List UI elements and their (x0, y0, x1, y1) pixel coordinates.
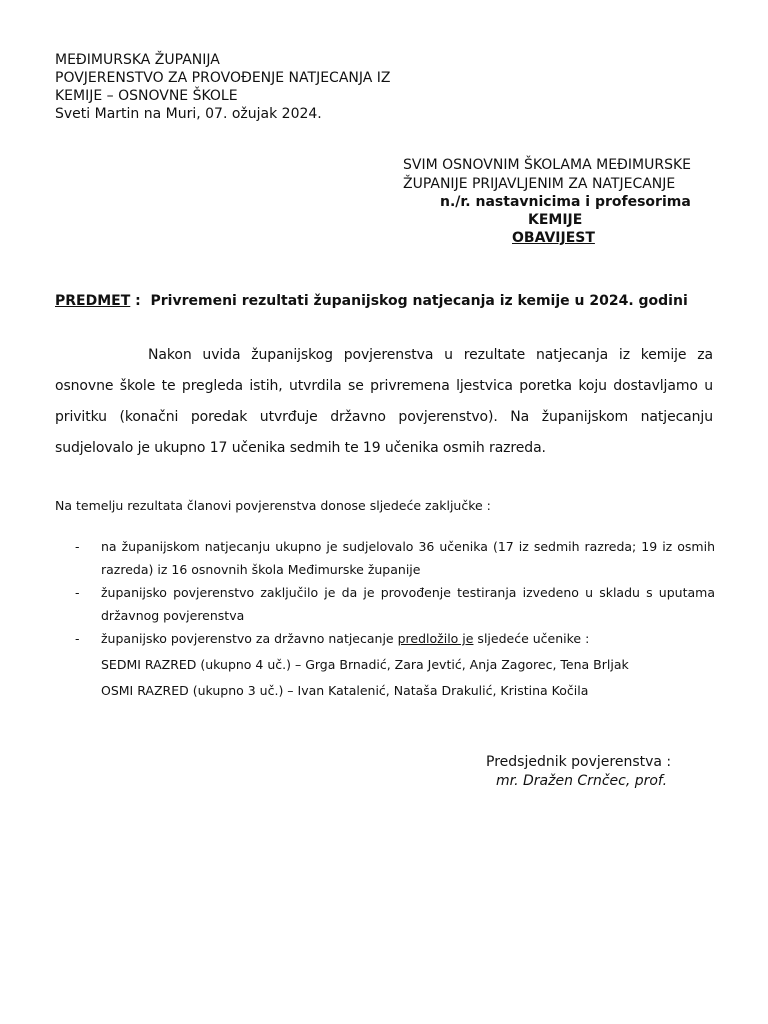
subject-line (55, 293, 688, 309)
conclusions-intro: Na temelju rezultata članovi povjerenstva donose sljedeće zaključke : (55, 498, 491, 513)
recipient-line-1: SVIM OSNOVNIM ŠKOLAMA MEĐIMURSKE (403, 157, 691, 173)
recipient-subject: KEMIJE (528, 212, 583, 228)
proposed-seventh-grade: SEDMI RAZRED (ukupno 4 uč.) – Grga Brnadić, Zara Jevtić, Anja Zagorec, Tena Brljak (101, 657, 629, 672)
conclusion-proposal-underlined: predložilo je (397, 631, 474, 646)
subject-text: Privremeni rezultati županijskog natjecanja iz kemije u 2024. godini (150, 293, 688, 309)
notice-heading: OBAVIJEST (512, 230, 595, 246)
conclusion-participants: na županijskom natjecanju ukupno je sudjelovalo 36 učenika (17 iz sedmih razreda; 19 iz osmih razreda) iz 16 osnovnih škola Međimurske županije (101, 539, 715, 577)
conclusions-list (55, 535, 715, 702)
signature-name: mr. Dražen Crnčec, prof. (496, 773, 668, 789)
list-item (55, 581, 715, 627)
proposed-eighth-grade: OSMI RAZRED (ukupno 3 uč.) – Ivan Katalenić, Nataša Drakulić, Kristina Kočila (101, 683, 589, 698)
bullet-marker: - (75, 631, 80, 646)
signature-title: Predsjednik povjerenstva : (486, 754, 672, 770)
list-item (55, 535, 715, 581)
sender-county: MEĐIMURSKA ŽUPANIJA (55, 52, 220, 68)
sender-committee: POVJERENSTVO ZA PROVOĐENJE NATJECANJA IZ (55, 70, 391, 86)
list-item (55, 627, 715, 702)
conclusion-proposal-post: sljedeće učenike : (473, 631, 590, 646)
recipient-attention: n./r. nastavnicima i profesorima (440, 194, 691, 210)
bullet-marker: - (75, 585, 80, 600)
recipient-line-2: ŽUPANIJE PRIJAVLJENIM ZA NATJECANJE (403, 176, 676, 192)
body-paragraph: Nakon uvida županijskog povjerenstva u rezultate natjecanja iz kemije za osnovne škole te pregleda istih, utvrdila se privremena ljestvica poretka koju dostavljamo u privitku (konačni poredak utvrđuje državno povjerenstvo). Na županijskom natjecanju sudjelovalo je ukupno 17 učenika sedmih te 19 učenika osmih razreda. (55, 347, 713, 456)
bullet-marker: - (75, 539, 80, 554)
subject-label: PREDMET (55, 293, 131, 309)
conclusion-proposal-pre: županijsko povjerenstvo za državno natjecanje (101, 631, 398, 646)
subject-separator: : (130, 293, 151, 309)
sender-place-date: Sveti Martin na Muri, 07. ožujak 2024. (55, 106, 322, 122)
conclusion-testing: županijsko povjerenstvo zaključilo je da je provođenje testiranja izvedeno u skladu s uputama državnog povjerenstva (101, 585, 715, 623)
sender-subject-area: KEMIJE – OSNOVNE ŠKOLE (55, 88, 238, 104)
